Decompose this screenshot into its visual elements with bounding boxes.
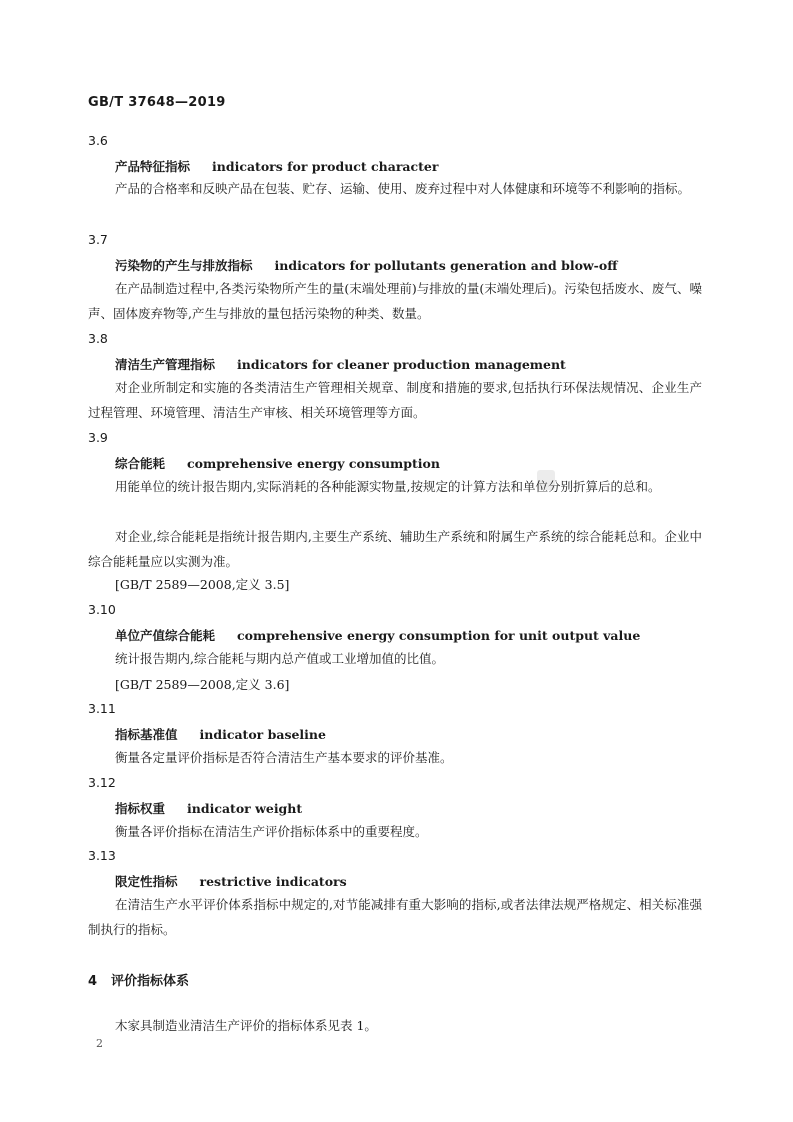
term-heading xyxy=(115,256,617,274)
clause-number: 3.7 xyxy=(88,232,108,247)
section-heading xyxy=(88,970,189,989)
definition-paragraph: 统计报告期内,综合能耗与期内总产值或工业增加值的比值。 xyxy=(115,651,444,666)
term-heading xyxy=(115,725,326,743)
definition-paragraph: 对企业,综合能耗是指统计报告期内,主要生产系统、辅助生产系统和附属生产系统的综合能耗总和。企业中综合能耗量应以实测为准。 xyxy=(88,529,702,569)
term-en: indicators for product character xyxy=(212,159,439,174)
definition-paragraph: 产品的合格率和反映产品在包装、贮存、运输、使用、废弃过程中对人体健康和环境等不利影响的指标。 xyxy=(115,181,691,196)
clause-number: 3.12 xyxy=(88,775,116,790)
definition-paragraph: 对企业所制定和实施的各类清洁生产管理相关规章、制度和措施的要求,包括执行环保法规情况、企业生产过程管理、环境管理、清洁生产审核、相关环境管理等方面。 xyxy=(88,380,702,420)
definition-paragraph: 用能单位的统计报告期内,实际消耗的各种能源实物量,按规定的计算方法和单位分别折算后的总和。 xyxy=(115,479,661,494)
definition-paragraph: 衡量各定量评价指标是否符合清洁生产基本要求的评价基准。 xyxy=(115,750,453,765)
term-en: comprehensive energy consumption for unit output value xyxy=(237,628,641,643)
source-reference: [GB/T 2589—2008,定义 3.5] xyxy=(115,577,290,592)
term-heading xyxy=(115,626,640,644)
term-heading xyxy=(115,872,347,890)
term-heading xyxy=(115,355,566,373)
term-zh: 指标权重 xyxy=(115,801,166,816)
clause-number: 3.10 xyxy=(88,602,116,617)
term-en: restrictive indicators xyxy=(199,874,347,889)
term-zh: 综合能耗 xyxy=(115,456,166,471)
section-paragraph: 木家具制造业清洁生产评价的指标体系见表 1。 xyxy=(115,1018,377,1033)
term-en: indicators for cleaner production management xyxy=(237,357,566,372)
term-zh: 清洁生产管理指标 xyxy=(115,357,216,372)
term-zh: 污染物的产生与排放指标 xyxy=(115,258,253,273)
section-number: 4 xyxy=(88,974,98,989)
clause-number: 3.11 xyxy=(88,701,116,716)
term-zh: 限定性指标 xyxy=(115,874,178,889)
term-zh: 产品特征指标 xyxy=(115,159,191,174)
definition-paragraph: 在清洁生产水平评价体系指标中规定的,对节能减排有重大影响的指标,或者法律法规严格规定、相关标准强制执行的指标。 xyxy=(88,897,702,937)
section-title: 评价指标体系 xyxy=(111,974,190,989)
definition-paragraph: 衡量各评价指标在清洁生产评价指标体系中的重要程度。 xyxy=(115,824,428,839)
term-en: indicator weight xyxy=(187,801,303,816)
term-zh: 指标基准值 xyxy=(115,727,178,742)
clause-number: 3.13 xyxy=(88,848,116,863)
page-number: 2 xyxy=(96,1037,103,1050)
clause-number: 3.8 xyxy=(88,331,108,346)
term-heading xyxy=(115,454,440,472)
term-en: indicators for pollutants generation and blow-off xyxy=(274,258,618,273)
term-heading xyxy=(115,799,302,817)
clause-number: 3.9 xyxy=(88,430,108,445)
document-code-header: GB/T 37648—2019 xyxy=(88,95,226,110)
source-reference: [GB/T 2589—2008,定义 3.6] xyxy=(115,677,290,692)
term-en: comprehensive energy consumption xyxy=(187,456,440,471)
term-heading xyxy=(115,157,438,175)
definition-paragraph: 在产品制造过程中,各类污染物所产生的量(末端处理前)与排放的量(末端处理后)。污染包括废水、废气、噪声、固体废弃物等,产生与排放的量包括污染物的种类、数量。 xyxy=(88,281,702,321)
term-zh: 单位产值综合能耗 xyxy=(115,628,216,643)
term-en: indicator baseline xyxy=(199,727,326,742)
clause-number: 3.6 xyxy=(88,133,108,148)
